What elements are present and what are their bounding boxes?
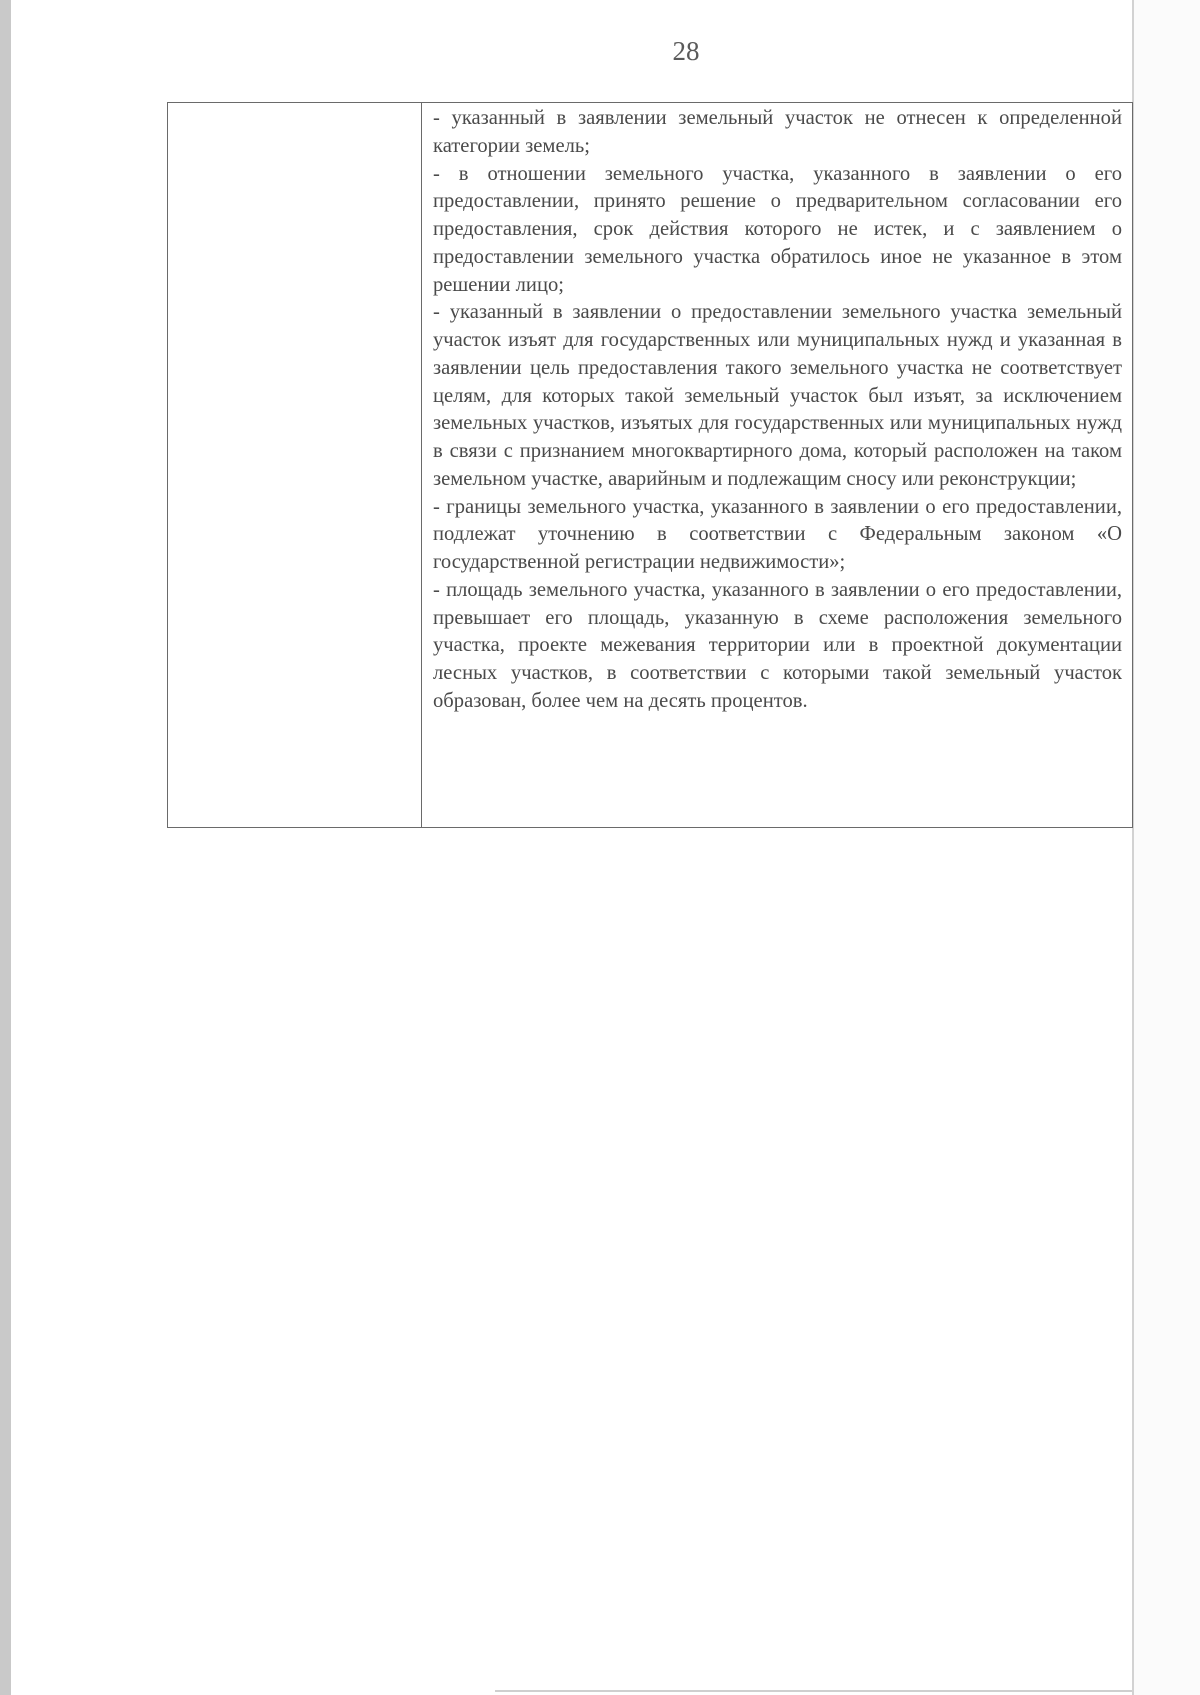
refusal-ground-1: - указанный в заявлении земельный участок не отнесен к определенной категории земель;	[433, 107, 1122, 157]
refusal-ground-3: - указанный в заявлении о предоставлении земельного участка земельный участок изъят для государственных или муниципальных нужд и указанная в заявлении цель предоставления такого земельного участка не соответствует целям, для которых такой земельный участок был изъят, за исключением земельных участков, изъятых для государственных или муниципальных нужд в связи с признанием многоквартирного дома, который расположен на таком земельном участке, аварийным и подлежащим сносу или реконструкции;	[433, 301, 1122, 490]
refusal-ground-4: - границы земельного участка, указанного в заявлении о его предоставлении, подлежат уточнению в соответствии с Федеральным законом «О государственной регистрации недвижимости»;	[433, 495, 1122, 573]
page-number: 28	[672, 36, 700, 66]
table-cell-left	[168, 103, 422, 828]
refusal-ground-2: - в отношении земельного участка, указанного в заявлении о его предоставлении, принято решение о предварительном согласовании его предоставления, срок действия которого не истек, и с заявлением о предоставлении земельного участка обратилось иное не указанное в этом решении лицо;	[433, 162, 1122, 296]
table-cell-right	[422, 103, 1133, 828]
scan-right-margin	[1132, 0, 1200, 1695]
scan-bottom-edge	[495, 1690, 1132, 1692]
refusal-ground-5: - площадь земельного участка, указанного в заявлении о его предоставлении, превышает его площадь, указанную в схеме расположения земельного участка, проекте межевания территории или в проектной документации лесных участков, в соответствии с которыми такой земельный участок образован, более чем на десять процентов.	[433, 578, 1122, 712]
table-row	[168, 103, 1133, 828]
scan-left-margin	[0, 0, 11, 1695]
document-table	[167, 102, 1133, 828]
